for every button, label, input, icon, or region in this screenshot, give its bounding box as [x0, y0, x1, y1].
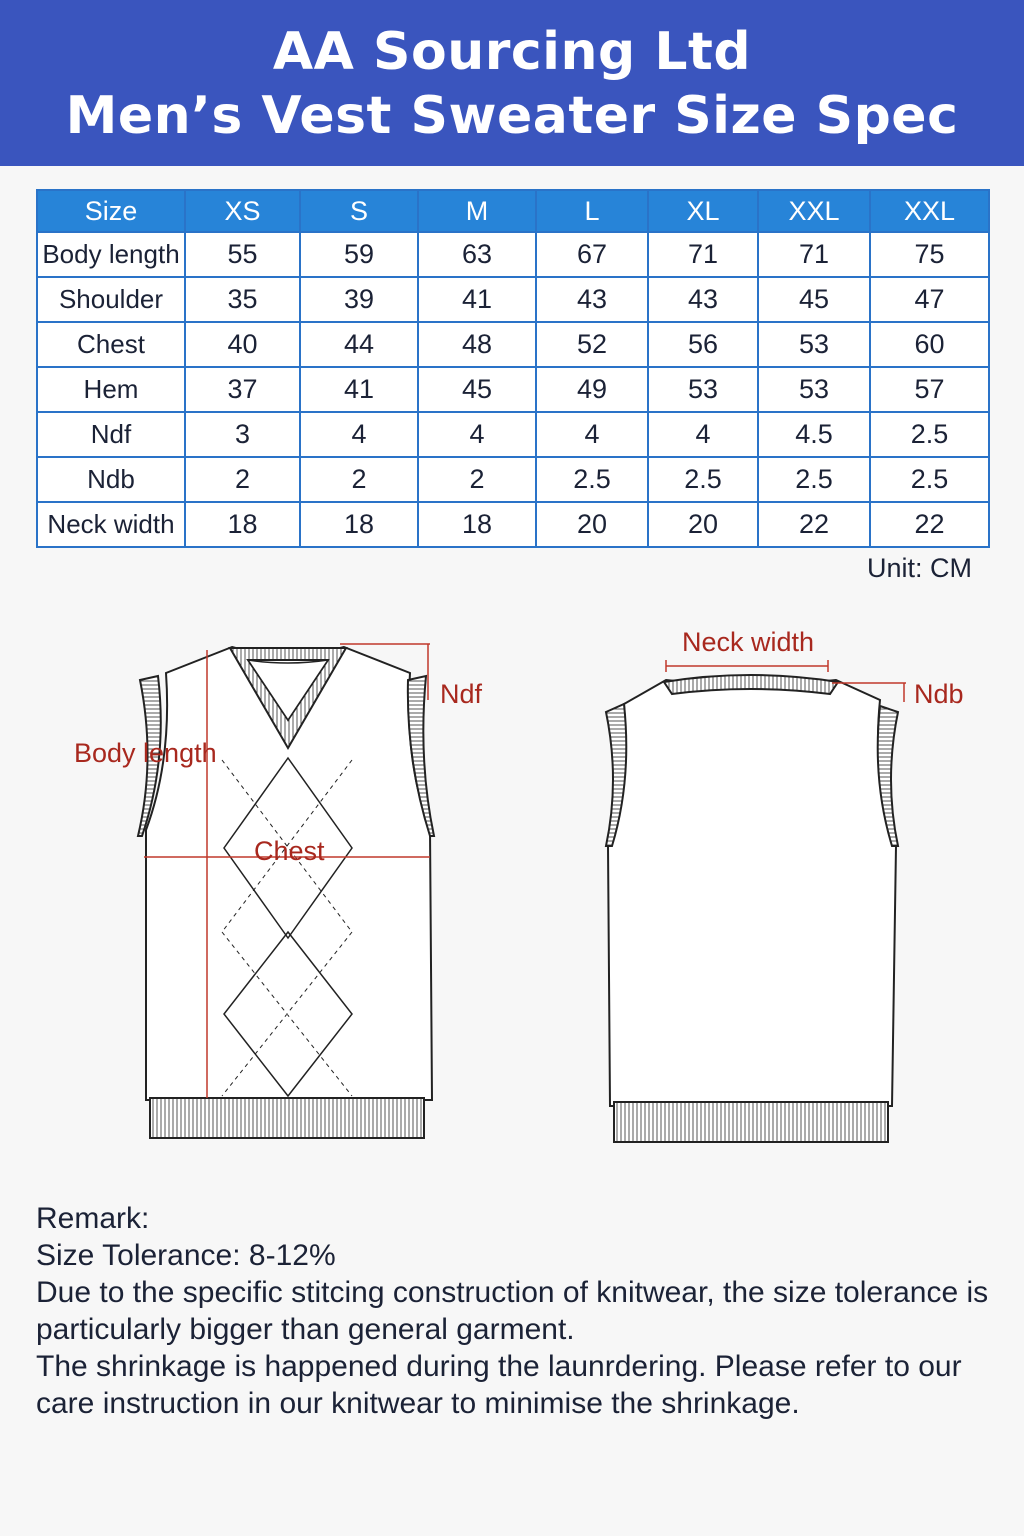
- table-cell: 20: [648, 502, 758, 547]
- company-title: AA Sourcing Ltd: [272, 22, 752, 82]
- column-header: XL: [648, 190, 758, 232]
- table-cell: 48: [418, 322, 536, 367]
- body-length-label: Body length: [74, 738, 217, 768]
- back-body-outline: [608, 680, 896, 1106]
- row-label: Hem: [37, 367, 185, 412]
- column-header: L: [536, 190, 648, 232]
- ndf-label: Ndf: [440, 679, 483, 709]
- table-cell: 20: [536, 502, 648, 547]
- table-header-row: [37, 190, 989, 232]
- table-row: [37, 502, 989, 547]
- table-cell: 22: [758, 502, 870, 547]
- table-cell: 60: [870, 322, 989, 367]
- table-cell: 2.5: [648, 457, 758, 502]
- table-row: [37, 457, 989, 502]
- table-cell: 52: [536, 322, 648, 367]
- table-cell: 18: [300, 502, 418, 547]
- table-cell: 37: [185, 367, 300, 412]
- table-cell: 75: [870, 232, 989, 277]
- back-vest-drawing: [606, 627, 964, 1142]
- table-cell: 45: [418, 367, 536, 412]
- column-header: XXL: [870, 190, 989, 232]
- row-label: Ndb: [37, 457, 185, 502]
- column-header: XXL: [758, 190, 870, 232]
- document-title: Men’s Vest Sweater Size Spec: [65, 86, 959, 146]
- table-cell: 39: [300, 277, 418, 322]
- remark-note-2: The shrinkage is happened during the launrdering. Please refer to our care instruction in our knitwear to minimise the shrinkage.: [36, 1350, 962, 1420]
- table-cell: 18: [418, 502, 536, 547]
- table-row: [37, 277, 989, 322]
- table-cell: 43: [648, 277, 758, 322]
- table-cell: 41: [300, 367, 418, 412]
- table-cell: 67: [536, 232, 648, 277]
- row-label: Ndf: [37, 412, 185, 457]
- table-cell: 2.5: [870, 412, 989, 457]
- table-cell: 4: [418, 412, 536, 457]
- remark-note-1: Due to the specific stitcing construction of knitwear, the size tolerance is particularly bigger than general garment.: [36, 1276, 989, 1346]
- table-cell: 53: [648, 367, 758, 412]
- table-cell: 2.5: [870, 457, 989, 502]
- table-cell: 40: [185, 322, 300, 367]
- table-cell: 4.5: [758, 412, 870, 457]
- row-label: Chest: [37, 322, 185, 367]
- garment-diagram: [0, 600, 1024, 1180]
- table-cell: 4: [300, 412, 418, 457]
- column-header: M: [418, 190, 536, 232]
- table-cell: 4: [536, 412, 648, 457]
- table-row: [37, 322, 989, 367]
- table-cell: 2.5: [536, 457, 648, 502]
- table-cell: 45: [758, 277, 870, 322]
- table-cell: 4: [648, 412, 758, 457]
- table-cell: 2: [300, 457, 418, 502]
- table-cell: 44: [300, 322, 418, 367]
- table-cell: 47: [870, 277, 989, 322]
- table-row: [37, 412, 989, 457]
- table-cell: 55: [185, 232, 300, 277]
- column-header: S: [300, 190, 418, 232]
- table-cell: 3: [185, 412, 300, 457]
- chest-label: Chest: [254, 836, 325, 866]
- table-cell: 56: [648, 322, 758, 367]
- remark-section: [36, 1200, 996, 1422]
- table-cell: 2.5: [758, 457, 870, 502]
- row-label: Neck width: [37, 502, 185, 547]
- table-cell: 49: [536, 367, 648, 412]
- ndb-label: Ndb: [914, 679, 964, 709]
- table-row: [37, 367, 989, 412]
- remark-title: Remark:: [36, 1202, 150, 1235]
- row-label: Shoulder: [37, 277, 185, 322]
- table-cell: 18: [185, 502, 300, 547]
- front-vest-drawing: [74, 644, 483, 1138]
- column-header: Size: [37, 190, 185, 232]
- table-cell: 71: [758, 232, 870, 277]
- size-tolerance: Size Tolerance: 8-12%: [36, 1239, 336, 1272]
- table-cell: 43: [536, 277, 648, 322]
- table-cell: 41: [418, 277, 536, 322]
- table-cell: 2: [185, 457, 300, 502]
- table-cell: 59: [300, 232, 418, 277]
- back-hem-rib: [614, 1102, 888, 1142]
- table-cell: 63: [418, 232, 536, 277]
- table-cell: 35: [185, 277, 300, 322]
- size-spec-table: [36, 189, 990, 548]
- table-cell: 57: [870, 367, 989, 412]
- table-cell: 53: [758, 367, 870, 412]
- table-cell: 2: [418, 457, 536, 502]
- table-cell: 53: [758, 322, 870, 367]
- front-hem-rib: [150, 1098, 424, 1138]
- neck-width-label: Neck width: [682, 627, 815, 657]
- table-cell: 22: [870, 502, 989, 547]
- column-header: XS: [185, 190, 300, 232]
- page-header: [0, 0, 1024, 166]
- row-label: Body length: [37, 232, 185, 277]
- table-row: [37, 232, 989, 277]
- table-cell: 71: [648, 232, 758, 277]
- unit-label: Unit: CM: [866, 553, 972, 583]
